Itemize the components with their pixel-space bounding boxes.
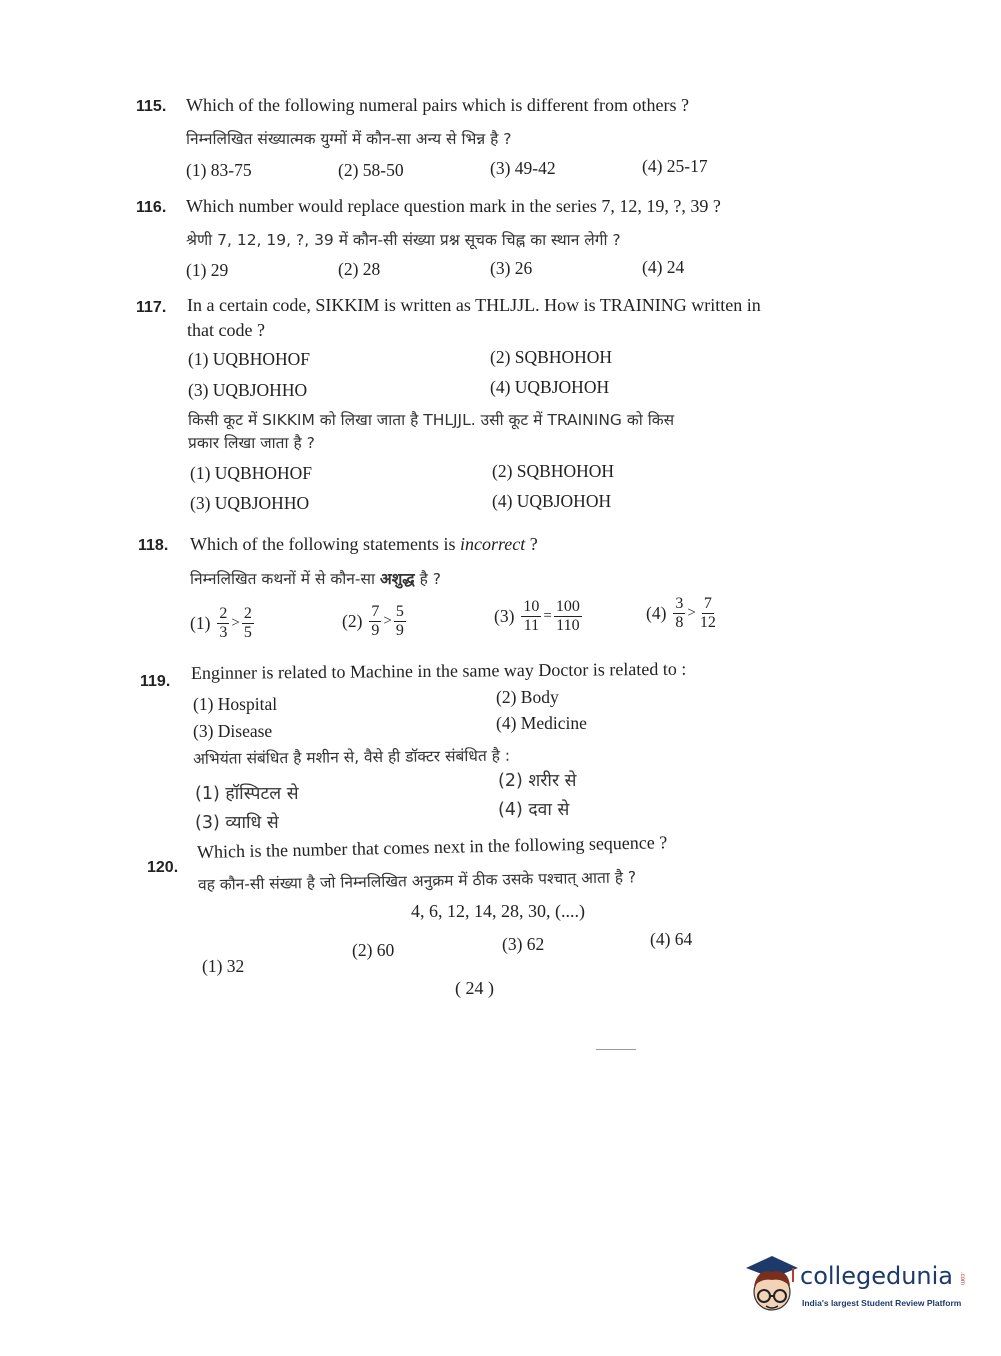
text-part: ? <box>525 534 538 554</box>
option-2 <box>342 604 407 639</box>
logo-dotcom: .com <box>959 1272 965 1286</box>
option-2-en: (2) Body <box>496 687 559 707</box>
option-4 <box>646 596 719 631</box>
option-2-en: (2) SQBHOHOH <box>490 347 613 367</box>
page-number: ( 24 ) <box>455 978 494 998</box>
option-1-hi: (1) हॉस्पिटल से <box>195 784 299 804</box>
fraction-right <box>242 606 254 641</box>
option-4: (4) 25-17 <box>642 156 708 176</box>
question-number: 119. <box>140 673 171 690</box>
question-text-en: Enginner is related to Machine in the same way Doctor is related to : <box>190 658 687 683</box>
option-4-en: (4) UQBJOHOH <box>490 377 610 397</box>
question-text-hi: अभियंता संबंधित है मशीन से, वैसे ही डॉक्टर संबंधित है : <box>192 746 511 768</box>
fraction-right <box>554 599 582 634</box>
denominator: 9 <box>371 622 380 639</box>
question-text-hi: श्रेणी 7, 12, 19, ?, 39 में कौन-सी संख्या प्रश्न सूचक चिह्न का स्थान लेगी ? <box>186 231 621 249</box>
numerator: 7 <box>371 603 380 620</box>
question-text-en: Which is the number that comes next in the following sequence ? <box>196 832 668 862</box>
question-number: 120. <box>147 859 179 876</box>
fraction-left <box>521 599 541 634</box>
sequence: 4, 6, 12, 14, 28, 30, (....) <box>411 901 585 921</box>
option-4: (4) 24 <box>642 257 685 277</box>
question-number: 117. <box>136 299 167 316</box>
option-1-en: (1) UQBHOHOF <box>188 349 311 369</box>
option-3: (3) 62 <box>502 934 545 954</box>
question-text-en <box>190 534 538 555</box>
option-3-hi: (3) व्याधि से <box>195 813 279 833</box>
fraction-left <box>673 596 685 631</box>
question-text-hi: वह कौन-सी संख्या है जो निम्नलिखित अनुक्रम में ठीक उसके पश्चात् आता है ? <box>197 868 637 894</box>
question-text-en: Which number would replace question mark in the series 7, 12, 19, ?, 39 ? <box>186 196 721 216</box>
logo-tagline: India's largest Student Review Platform <box>802 1298 962 1308</box>
question-text-hi <box>190 567 441 589</box>
denominator: 8 <box>675 614 684 631</box>
comparison-symbol: = <box>543 608 552 624</box>
numerator: 3 <box>675 595 684 612</box>
option-3: (3) 49-42 <box>490 158 556 178</box>
option-3-en: (3) UQBJOHHO <box>188 380 308 400</box>
option-label: (2) <box>342 611 363 631</box>
mascot-icon <box>742 1250 800 1320</box>
question-text-hi-line2: प्रकार लिखा जाता है ? <box>188 434 315 452</box>
numerator: 5 <box>395 603 404 620</box>
question-number: 118. <box>138 537 169 554</box>
option-3-en: (3) Disease <box>193 721 273 741</box>
collegedunia-logo <box>742 1250 972 1320</box>
comparison-symbol: > <box>231 615 240 631</box>
comparison-symbol: > <box>383 613 392 629</box>
denominator: 11 <box>523 617 540 634</box>
scan-mark <box>596 1049 636 1050</box>
option-1-hi: (1) UQBHOHOF <box>190 463 313 483</box>
comparison-symbol: > <box>687 605 696 621</box>
numerator: 100 <box>555 598 580 615</box>
option-label: (3) <box>494 606 515 626</box>
denominator: 110 <box>556 617 580 634</box>
denominator: 12 <box>699 614 716 631</box>
question-number: 116. <box>136 199 167 216</box>
emphasis: अशुद्ध <box>379 570 415 588</box>
numerator: 10 <box>523 598 540 615</box>
question-text-hi: निम्नलिखित संख्यात्मक युग्मों में कौन-सा अन्य से भिन्न है ? <box>186 130 512 148</box>
option-1-en: (1) Hospital <box>193 694 278 714</box>
option-4-en: (4) Medicine <box>496 713 587 733</box>
question-text-en-line1: In a certain code, SIKKIM is written as THLJJL. How is TRAINING written in <box>187 295 761 315</box>
denominator: 5 <box>243 624 252 641</box>
option-1: (1) 32 <box>202 956 245 976</box>
logo-wordmark: collegedunia <box>800 1262 954 1290</box>
option-2: (2) 28 <box>338 259 381 279</box>
emphasis: incorrect <box>459 534 526 554</box>
text-part: निम्नलिखित कथनों में से कौन-सा <box>190 570 380 588</box>
option-2: (2) 60 <box>352 940 395 960</box>
option-3 <box>494 599 583 634</box>
question-text-en: Which of the following numeral pairs which is different from others ? <box>186 95 690 115</box>
fraction-right <box>698 596 718 631</box>
option-label: (4) <box>646 603 667 623</box>
option-4: (4) 64 <box>650 929 693 949</box>
option-3: (3) 26 <box>490 258 533 278</box>
text-part: है ? <box>414 570 442 588</box>
fraction-left <box>217 606 229 641</box>
option-1 <box>190 606 255 641</box>
question-number: 115. <box>136 98 167 115</box>
option-label: (1) <box>190 613 211 633</box>
option-2-hi: (2) शरीर से <box>498 771 577 791</box>
denominator: 3 <box>219 624 228 641</box>
numerator: 2 <box>243 605 252 622</box>
text-part: Which of the following statements is <box>190 534 460 554</box>
question-text-hi-line1: किसी कूट में SIKKIM को लिखा जाता है THLJJL. उसी कूट में TRAINING को किस <box>188 411 675 429</box>
option-1: (1) 83-75 <box>186 160 252 180</box>
option-4-hi: (4) दवा से <box>498 800 570 820</box>
question-text-en-line2: that code ? <box>187 320 265 340</box>
option-2: (2) 58-50 <box>338 160 404 180</box>
option-1: (1) 29 <box>186 260 229 280</box>
fraction-left <box>369 604 381 639</box>
option-2-hi: (2) SQBHOHOH <box>492 461 615 481</box>
numerator: 2 <box>219 605 228 622</box>
fraction-right <box>394 604 406 639</box>
option-4-hi: (4) UQBJOHOH <box>492 491 612 511</box>
numerator: 7 <box>703 595 712 612</box>
denominator: 9 <box>395 622 404 639</box>
option-3-hi: (3) UQBJOHHO <box>190 493 310 513</box>
